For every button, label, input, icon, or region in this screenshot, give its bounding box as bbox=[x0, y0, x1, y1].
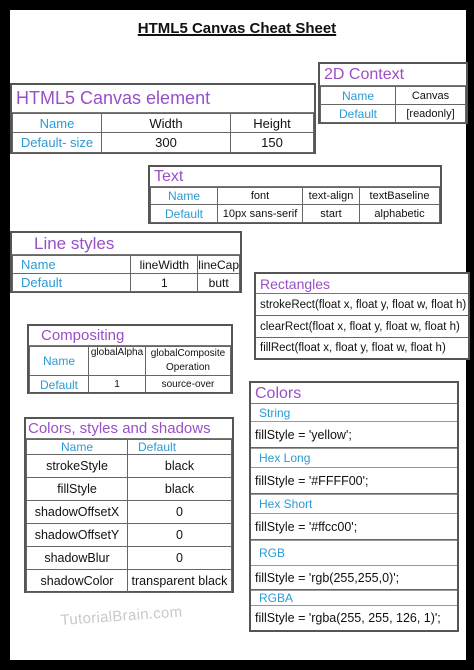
css-row-name: shadowOffsetX bbox=[27, 501, 128, 524]
css-row-default: black bbox=[128, 478, 232, 501]
colors-hexshort-code: fillStyle = '#ffcc00'; bbox=[251, 514, 457, 540]
css-row-default: 0 bbox=[128, 501, 232, 524]
colors-rgb-label: RGB bbox=[251, 540, 457, 566]
css-default-header: Default bbox=[128, 440, 232, 455]
compositing-name-header: Name bbox=[30, 347, 89, 376]
context2d-default-value: [readonly] bbox=[396, 105, 466, 123]
css-row-default: 0 bbox=[128, 547, 232, 570]
canvas-element-default-label: Default- size bbox=[13, 133, 102, 153]
context2d-panel bbox=[318, 62, 468, 124]
line-styles-name-header: Name bbox=[13, 256, 131, 274]
line-styles-linecap-header: lineCap bbox=[198, 257, 239, 272]
canvas-element-width-value: 300 bbox=[102, 133, 231, 153]
css-row-default: transparent black bbox=[128, 570, 232, 593]
css-row-name: shadowBlur bbox=[27, 547, 128, 570]
css-row-name: fillStyle bbox=[27, 478, 128, 501]
line-styles-heading: Line styles bbox=[12, 233, 240, 255]
line-styles-linecap-value: butt bbox=[198, 274, 240, 292]
text-align-value: start bbox=[303, 205, 360, 223]
canvas-element-name-header: Name bbox=[13, 114, 102, 133]
css-name-header: Name bbox=[27, 440, 128, 455]
line-styles-linewidth-header: lineWidth bbox=[131, 256, 198, 274]
context2d-default-label: Default bbox=[321, 105, 396, 123]
colors-heading: Colors bbox=[251, 383, 457, 404]
css-row-name: shadowColor bbox=[27, 570, 128, 593]
compositing-panel bbox=[27, 324, 233, 394]
clear-rect-item: clearRect(float x, float y, float w, float h) bbox=[256, 316, 468, 338]
context2d-name-label: Name bbox=[321, 87, 396, 105]
css-row-name: strokeStyle bbox=[27, 455, 128, 478]
watermark: TutorialBrain.com bbox=[60, 603, 183, 629]
text-baseline-header: textBaseline bbox=[360, 188, 440, 205]
colors-styles-shadows-heading: Colors, styles and shadows bbox=[26, 419, 232, 439]
canvas-element-width-header: Width bbox=[102, 114, 231, 133]
page-title bbox=[0, 20, 474, 37]
text-panel bbox=[148, 165, 442, 224]
css-row-default: 0 bbox=[128, 524, 232, 547]
line-styles-panel bbox=[10, 231, 242, 293]
canvas-element-heading: HTML5 Canvas element bbox=[12, 85, 314, 113]
line-styles-default-label: Default bbox=[13, 274, 131, 292]
rectangles-panel bbox=[254, 272, 470, 360]
colors-string-label: String bbox=[251, 404, 457, 422]
canvas-element-height-value: 150 bbox=[231, 133, 314, 153]
text-font-value: 10px sans-serif bbox=[218, 205, 303, 223]
fill-rect-item: fillRect(float x, float y, float w, float h) bbox=[256, 338, 468, 358]
compositing-alpha-value: 1 bbox=[89, 376, 146, 394]
text-default-label: Default bbox=[151, 205, 218, 223]
compositing-default-label: Default bbox=[30, 376, 89, 394]
colors-rgb-code: fillStyle = 'rgb(255,255,0)'; bbox=[251, 566, 457, 590]
colors-panel bbox=[249, 381, 459, 632]
colors-hexlong-code: fillStyle = '#FFFF00'; bbox=[251, 468, 457, 494]
colors-hexshort-label: Hex Short bbox=[251, 494, 457, 514]
css-row-name: shadowOffsetY bbox=[27, 524, 128, 547]
canvas-element-panel bbox=[10, 83, 316, 154]
compositing-heading: Compositing bbox=[29, 326, 231, 346]
text-align-header: text-align bbox=[303, 188, 360, 205]
compositing-operation-header: globalComposite Operation bbox=[146, 347, 231, 376]
colors-string-code: fillStyle = 'yellow'; bbox=[251, 422, 457, 448]
colors-hexlong-label: Hex Long bbox=[251, 448, 457, 468]
text-baseline-value: alphabetic bbox=[360, 205, 440, 223]
colors-rgba-label: RGBA bbox=[251, 590, 457, 606]
context2d-name-value: Canvas bbox=[396, 87, 466, 105]
compositing-alpha-header: globalAlpha bbox=[89, 347, 146, 376]
colors-rgba-code: fillStyle = 'rgba(255, 255, 126, 1)'; bbox=[251, 606, 457, 630]
text-heading: Text bbox=[150, 167, 440, 187]
page-title-text: HTML5 Canvas Cheat Sheet bbox=[137, 20, 337, 37]
context2d-heading: 2D Context bbox=[320, 64, 466, 86]
rectangles-heading: Rectangles bbox=[256, 274, 468, 294]
colors-styles-shadows-panel bbox=[24, 417, 234, 593]
text-font-header: font bbox=[218, 188, 303, 205]
canvas-element-height-header: Height bbox=[231, 114, 314, 133]
line-styles-linewidth-value: 1 bbox=[131, 274, 198, 292]
stroke-rect-item: strokeRect(float x, float y, float w, float h) bbox=[256, 294, 468, 316]
compositing-operation-value: source-over bbox=[146, 376, 231, 394]
text-name-header: Name bbox=[151, 188, 218, 205]
css-row-default: black bbox=[128, 455, 232, 478]
